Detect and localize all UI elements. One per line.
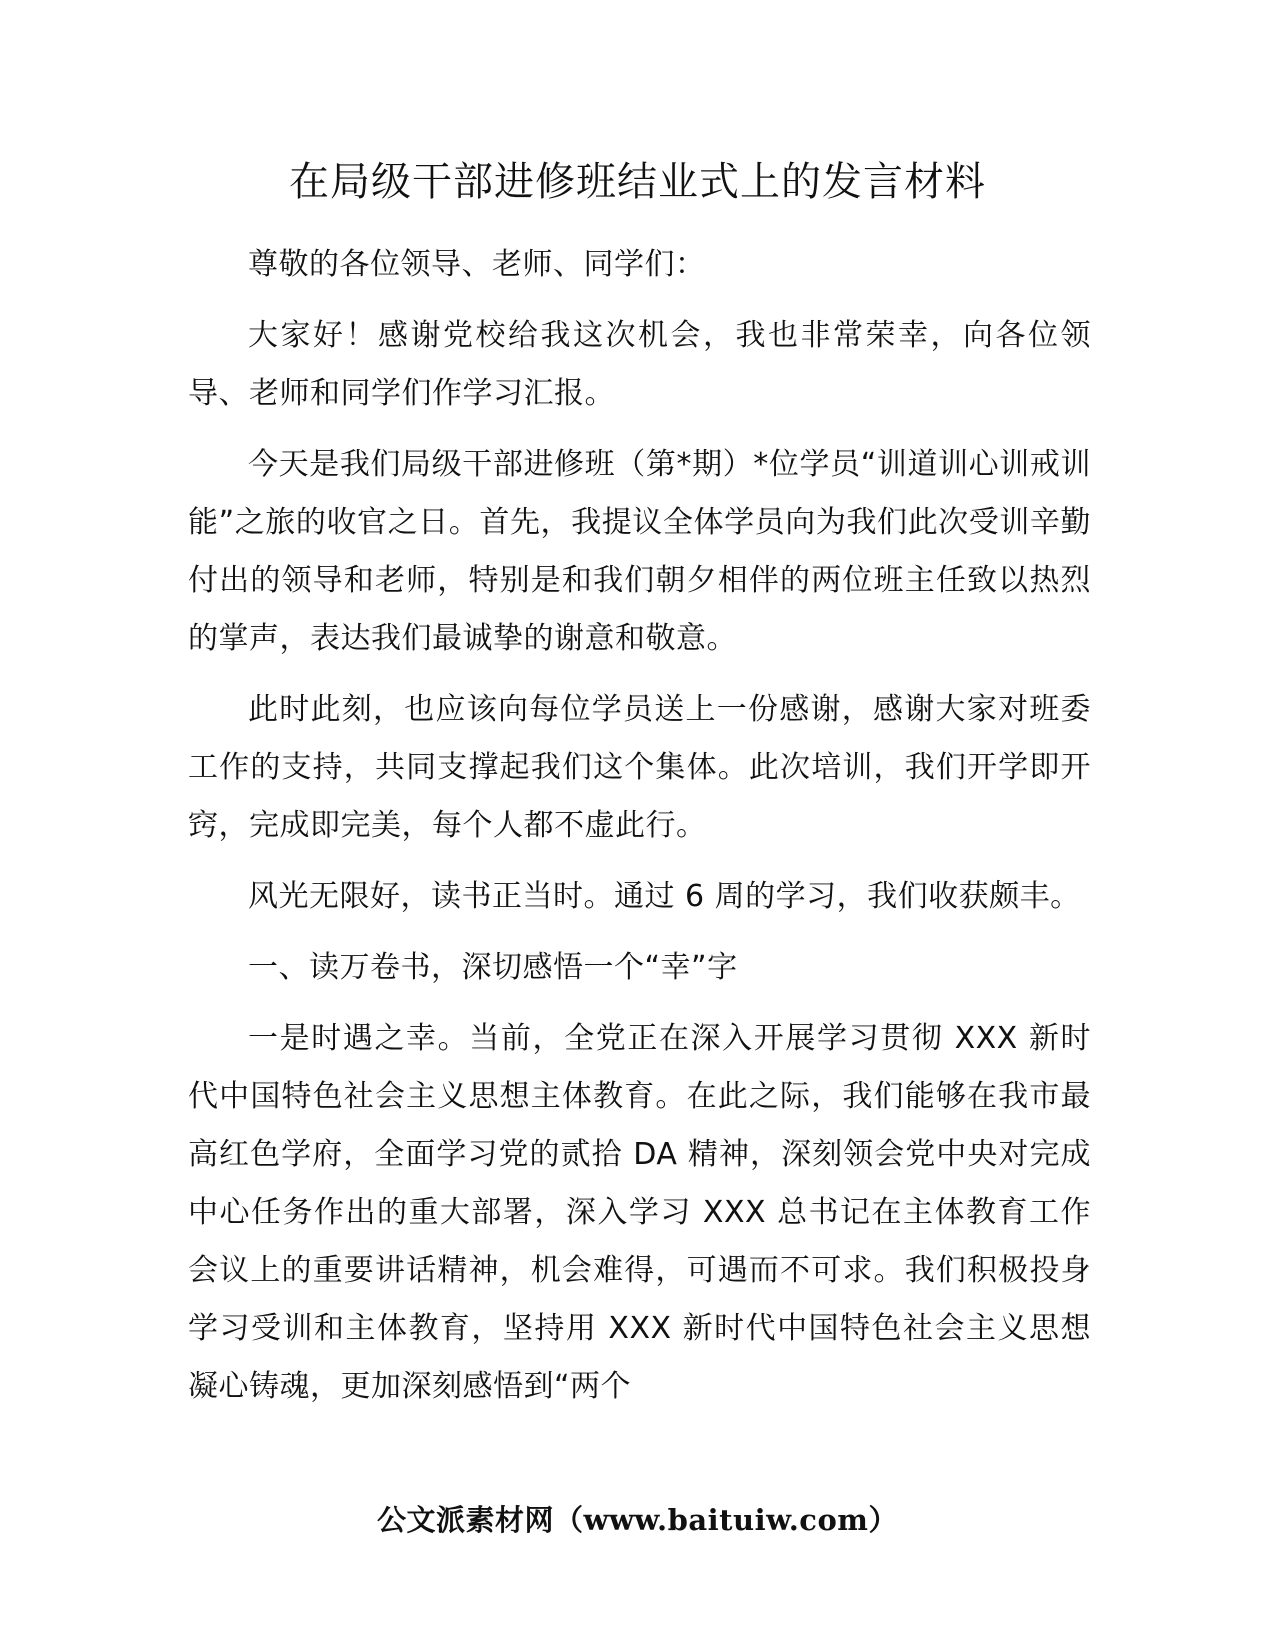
- body-paragraph: 风光无限好，读书正当时。通过 6 周的学习，我们收获颇丰。: [248, 879, 1081, 914]
- body-paragraph: 此时此刻，也应该向每位学员送上一份感谢，感谢大家对班委工作的支持，共同支撑起我们这个集体。此次培训，我们开学即开窍，完成即完美，每个人都不虚此行。: [188, 692, 1091, 843]
- body-paragraph: 一是时遇之幸。当前，全党正在深入开展学习贯彻 XXX 新时代中国特色社会主义思想主体教育。在此之际，我们能够在我市最高红色学府，全面学习党的贰拾 DA 精神，深刻领会党中央对完成中心任务作出的重大部署，深入学习 XXX 总书记在主体教育工作会议上的重要讲话精神，机会难得，可遇而不可求。我们积极投身学习受训和主体教育，坚持用 XXX 新时代中国特色社会主义思想凝心铸魂，更加深刻感悟到“两个: [188, 1021, 1091, 1404]
- greeting-paragraph: 大家好！感谢党校给我这次机会，我也非常荣幸，向各位领导、老师和同学们作学习汇报。: [188, 318, 1091, 411]
- section-heading: 一、读万卷书，深切感悟一个“幸”字: [248, 950, 738, 985]
- document-title: 在局级干部进修班结业式上的发言材料: [289, 159, 986, 205]
- body-paragraph: 今天是我们局级干部进修班（第*期）*位学员“训道训心训戒训能”之旅的收官之日。首先，我提议全体学员向为我们此次受训辛勤付出的领导和老师，特别是和我们朝夕相伴的两位班主任致以热烈的掌声，表达我们最诚挚的谢意和敬意。: [188, 447, 1091, 656]
- salutation-paragraph: 尊敬的各位领导、老师、同学们：: [248, 247, 706, 282]
- footer-watermark: 公文派素材网（www.baituiw.com）: [377, 1503, 898, 1537]
- document-body: [188, 236, 1091, 1429]
